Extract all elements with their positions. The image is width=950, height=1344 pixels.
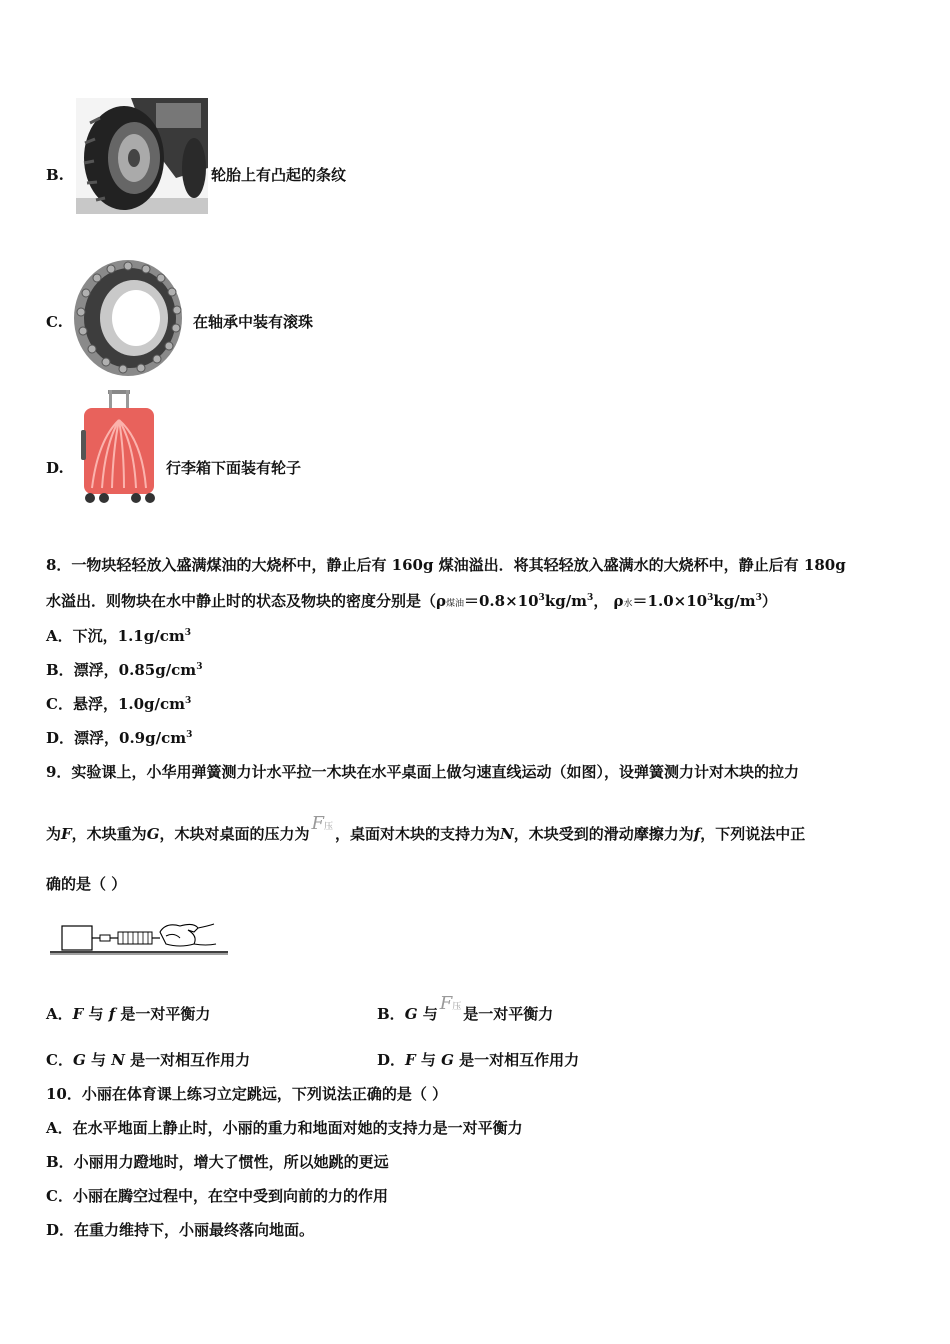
q8-stem-line2: 水溢出．则物块在水中静止时的状态及物块的密度分别是（ρ煤油$=0.8\times 10^3kg/m^3$， ρ水$=1.0\times 10^3kg/m^3$） — [46, 592, 777, 610]
q9-option-a: A．F 与 f 是一对平衡力 — [46, 1005, 211, 1023]
option-b-letter: B. — [46, 166, 64, 184]
option-d-text: 行李箱下面装有轮子 — [166, 459, 302, 477]
q9-option-b: B．G 与 F压 是一对平衡力 — [377, 993, 554, 1023]
luggage-suitcase-image — [78, 390, 160, 506]
q8-option-b: B．漂浮，$0.85g/cm^3$ — [46, 661, 203, 679]
q8-option-a: A．下沉，$1.1g/cm^3$ — [46, 627, 191, 645]
q10-option-b: B．小丽用力蹬地时，增大了惯性，所以她跳的更远 — [46, 1153, 389, 1171]
q9-stem-line3: 确的是（ ） — [46, 875, 127, 893]
option-d-letter: D. — [46, 459, 64, 477]
spring-scale-diagram — [48, 916, 230, 956]
f-pressure-symbol: F压 — [311, 813, 334, 834]
option-b-text: 轮胎上有凸起的条纹 — [211, 166, 347, 184]
q9-option-c: C．G 与 N 是一对相互作用力 — [46, 1051, 251, 1069]
option-c-text: 在轴承中装有滚珠 — [193, 313, 314, 331]
f-pressure-symbol: F压 — [439, 993, 462, 1014]
ball-bearing-image — [72, 258, 184, 378]
q9-stem-line2: 为F，木块重为G，木块对桌面的压力为 F压 ，桌面对木块的支持力为N，木块受到的滑动摩擦力为f，下列说法中正 — [46, 813, 806, 843]
q9-option-d: D．F 与 G 是一对相互作用力 — [377, 1051, 580, 1069]
q8-option-c: C．悬浮，$1.0g/cm^3$ — [46, 695, 192, 713]
q10-option-d: D．在重力维持下，小丽最终落向地面。 — [46, 1221, 315, 1239]
q8-option-d: D．漂浮，$0.9g/cm^3$ — [46, 729, 193, 747]
q9-stem-line1: 9．实验课上，小华用弹簧测力计水平拉一木块在水平桌面上做匀速直线运动（如图），设弹簧测力计对木块的拉力 — [46, 763, 799, 781]
tractor-tire-image — [76, 98, 208, 214]
q10-option-a: A．在水平地面上静止时，小丽的重力和地面对她的支持力是一对平衡力 — [46, 1119, 523, 1137]
q8-stem-line1: 8．一物块轻轻放入盛满煤油的大烧杯中，静止后有 160g 煤油溢出．将其轻轻放入盛满水的大烧杯中，静止后有 180g — [46, 556, 846, 574]
option-c-letter: C. — [46, 313, 63, 331]
q10-option-c: C．小丽在腾空过程中，在空中受到向前的力的作用 — [46, 1187, 388, 1205]
q10-stem: 10．小丽在体育课上练习立定跳远，下列说法正确的是（ ） — [46, 1085, 448, 1103]
